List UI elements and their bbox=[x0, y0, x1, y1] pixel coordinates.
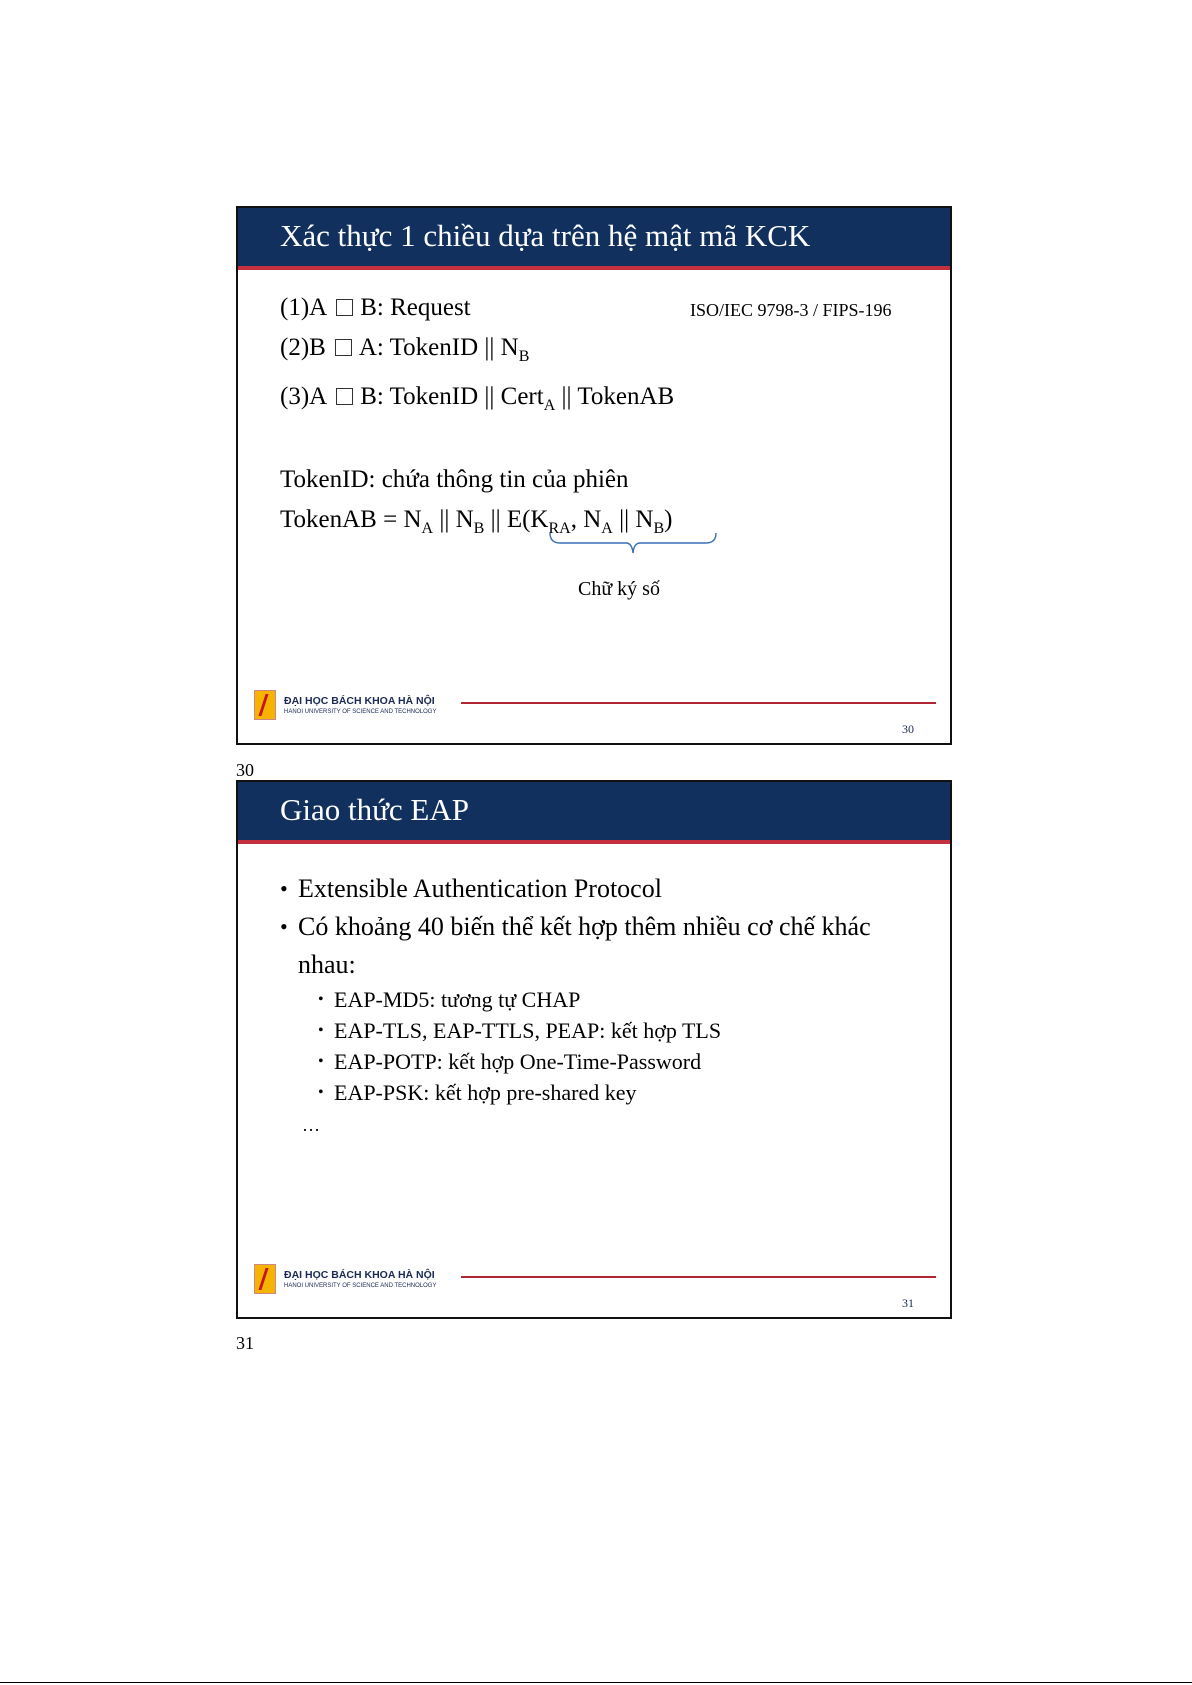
page-number: 30 bbox=[236, 760, 254, 780]
tokenab-formula: TokenAB = $N_A$ || $N_B$ || $E(K_{RA}$, $N_A$ || $N_B$) bbox=[280, 506, 673, 537]
bullet-item: • Extensible Authentication Protocol bbox=[280, 870, 930, 908]
university-logo-icon bbox=[254, 690, 276, 720]
title-bar bbox=[238, 782, 950, 840]
bullet-list bbox=[280, 870, 930, 1142]
slide-31 bbox=[236, 780, 952, 1319]
footer-divider bbox=[461, 1276, 936, 1278]
title-bar bbox=[238, 208, 950, 266]
sub-bullet-item: • EAP-TLS, EAP-TTLS, PEAP: kết hợp TLS bbox=[280, 1015, 930, 1046]
sub-bullet-item: • EAP-POTP: kết hợp One-Time-Password bbox=[280, 1046, 930, 1077]
slide-title: Giao thức EAP bbox=[280, 792, 469, 827]
slide-footer bbox=[254, 690, 936, 736]
slide-title: Xác thực 1 chiều dựa trên hệ mật mã KCK bbox=[280, 218, 811, 253]
protocol-step-1: (1)A B: Request ISO/IEC 9798-3 / FIPS-196 bbox=[280, 288, 930, 328]
university-name: ĐẠI HỌC BÁCH KHOA HÀ NỘI bbox=[284, 1269, 435, 1281]
standard-reference: ISO/IEC 9798-3 / FIPS-196 bbox=[690, 300, 892, 320]
arrow-placeholder-icon bbox=[336, 299, 353, 316]
protocol-step-2: (2)B A: TokenID || $N_B$ bbox=[280, 334, 530, 365]
slide-number: 30 bbox=[902, 722, 914, 736]
university-logo-icon bbox=[254, 1264, 276, 1294]
sub-bullet-item: • EAP-MD5: tương tự CHAP bbox=[280, 984, 930, 1015]
title-underline bbox=[238, 266, 950, 270]
university-name-en: HANOI UNIVERSITY OF SCIENCE AND TECHNOLOGY bbox=[284, 709, 437, 715]
page-number: 31 bbox=[236, 1333, 254, 1353]
slide-content bbox=[280, 288, 930, 549]
footer-divider bbox=[461, 702, 936, 704]
tokenid-definition: TokenID: chứa thông tin của phiên bbox=[280, 466, 629, 493]
ellipsis: … bbox=[302, 1115, 320, 1135]
university-name: ĐẠI HỌC BÁCH KHOA HÀ NỘI bbox=[284, 695, 435, 707]
bullet-item: • Có khoảng 40 biến thể kết hợp thêm nhiều cơ chế khác nhau: bbox=[280, 908, 930, 984]
digital-signature-label: Chữ ký số bbox=[578, 578, 660, 600]
slide-footer bbox=[254, 1264, 936, 1310]
arrow-placeholder-icon bbox=[336, 388, 353, 405]
sub-bullet-item: • EAP-PSK: kết hợp pre-shared key bbox=[280, 1077, 930, 1108]
university-name-en: HANOI UNIVERSITY OF SCIENCE AND TECHNOLOGY bbox=[284, 1283, 437, 1289]
title-underline bbox=[238, 840, 950, 844]
protocol-step-3: (3)A B: TokenID || Cert$_A$ || TokenAB bbox=[280, 383, 675, 414]
page-bottom-rule bbox=[0, 1682, 1192, 1683]
slide-number: 31 bbox=[902, 1296, 914, 1310]
slide-30 bbox=[236, 206, 952, 745]
arrow-placeholder-icon bbox=[335, 339, 352, 356]
curly-brace-icon bbox=[548, 531, 718, 561]
